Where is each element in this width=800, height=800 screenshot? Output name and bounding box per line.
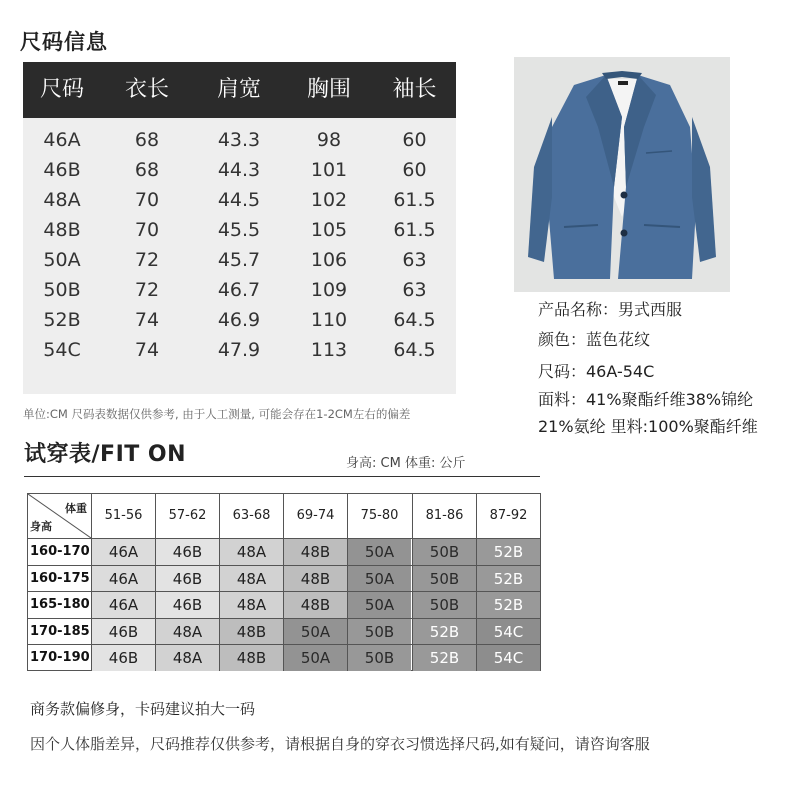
height-range-cell: 170-190 (30, 650, 90, 666)
corner-height-label: 身高 (30, 520, 52, 533)
fit-size-cell: 46B (91, 619, 155, 645)
corner-weight-label: 体重 (65, 502, 87, 515)
size-table-row (23, 305, 456, 335)
fit-table-corner (28, 494, 91, 538)
size-table-cell: 46A (43, 129, 81, 151)
fit-on-unit: 身高: CM 体重: 公斤 (346, 456, 466, 471)
height-range-cell: 165-180 (30, 597, 90, 613)
fit-size-cell: 46B (155, 539, 219, 565)
size-table-row (23, 245, 456, 275)
fit-size-cell: 50B (347, 645, 411, 671)
size-table-cell: 61.5 (393, 189, 436, 211)
fit-on-table (27, 493, 541, 671)
fit-advice: 商务款偏修身，卡码建议拍大一码 (30, 700, 256, 718)
size-table-cell: 46B (43, 159, 81, 181)
fit-disclaimer: 因个人体脂差异，尺码推荐仅供参考，请根据自身的穿衣习惯选择尺码,如有疑问，请咨询客服 (30, 735, 650, 753)
size-table-row (23, 335, 456, 365)
size-table-cell: 102 (310, 189, 348, 211)
height-range-cell: 160-170 (30, 544, 90, 559)
size-table-cell: 106 (310, 249, 348, 271)
fit-size-cell: 48A (219, 539, 283, 565)
product-size-range: 尺码：46A-54C (538, 362, 655, 381)
fit-size-cell: 46B (155, 566, 219, 592)
fit-size-cell: 48A (219, 566, 283, 592)
size-table-cell: 74 (134, 339, 160, 361)
fit-size-cell: 50B (412, 592, 476, 618)
fit-table-row (28, 538, 540, 565)
size-table-cell: 63 (402, 249, 427, 271)
fit-size-cell: 52B (476, 566, 540, 592)
size-table (23, 62, 456, 394)
size-table-cell: 64.5 (393, 309, 436, 331)
size-info-title: 尺码信息 (20, 30, 108, 54)
fit-size-cell: 46A (91, 592, 155, 618)
size-table-cell: 50B (43, 279, 81, 301)
size-table-cell: 48A (43, 189, 81, 211)
size-table-cell: 47.9 (217, 339, 261, 361)
size-table-cell: 68 (134, 129, 160, 151)
size-table-cell: 60 (402, 159, 427, 181)
weight-range-header: 69-74 (283, 494, 347, 538)
size-table-cell: 63 (402, 279, 427, 301)
fit-size-cell: 52B (476, 539, 540, 565)
fit-size-cell: 52B (412, 619, 476, 645)
fit-size-cell: 50A (283, 619, 347, 645)
size-table-cell: 72 (134, 249, 160, 271)
fit-size-cell: 50A (347, 592, 411, 618)
fit-size-cell: 52B (412, 645, 476, 671)
size-table-header (23, 62, 456, 118)
product-fabric-line1: 面料：41%聚酯纤维38%锦纶 (538, 390, 754, 409)
fit-table-row (28, 591, 540, 618)
size-table-cell: 46.7 (217, 279, 261, 301)
size-table-cell: 64.5 (393, 339, 436, 361)
fit-size-cell: 50B (412, 539, 476, 565)
fit-size-cell: 46B (155, 592, 219, 618)
fit-size-cell: 48A (219, 592, 283, 618)
size-table-cell: 44.5 (217, 189, 261, 211)
fit-size-cell: 54C (476, 645, 540, 671)
fit-size-cell: 50A (347, 566, 411, 592)
size-table-cell: 61.5 (393, 219, 436, 241)
size-table-cell: 44.3 (217, 159, 261, 181)
product-color: 颜色：蓝色花纹 (538, 330, 651, 349)
fit-size-cell: 50B (347, 619, 411, 645)
size-table-row (23, 155, 456, 185)
fit-table-row (28, 618, 540, 645)
fit-size-cell: 52B (476, 592, 540, 618)
size-table-cell: 60 (402, 129, 427, 151)
fit-on-divider (24, 476, 540, 477)
size-table-cell: 105 (310, 219, 348, 241)
fit-size-cell: 48A (155, 619, 219, 645)
size-table-cell: 45.5 (217, 219, 261, 241)
fit-table-row (28, 565, 540, 592)
fit-on-title: 试穿表/FIT ON (24, 442, 187, 467)
height-range-cell: 170-185 (30, 623, 90, 639)
size-table-row (23, 275, 456, 305)
size-header-cell: 胸围 (306, 77, 351, 102)
size-header-cell: 肩宽 (216, 77, 261, 102)
size-table-cell: 109 (310, 279, 348, 301)
size-table-cell: 43.3 (217, 129, 261, 151)
fit-size-cell: 48A (155, 645, 219, 671)
fit-size-cell: 50B (412, 566, 476, 592)
fit-table-row (28, 644, 540, 671)
fit-size-cell: 48B (219, 645, 283, 671)
size-table-cell: 48B (43, 219, 81, 241)
size-header-cell: 尺码 (39, 77, 84, 102)
product-fabric-line2: 21%氨纶 里料:100%聚酯纤维 (538, 417, 758, 436)
weight-range-header: 87-92 (476, 494, 540, 538)
size-table-note: 单位:CM 尺码表数据仅供参考, 由于人工测量, 可能会存在1-2CM左右的偏差 (23, 407, 411, 421)
size-table-cell: 50A (43, 249, 81, 271)
size-table-row (23, 125, 456, 155)
size-header-cell: 衣长 (124, 77, 169, 102)
size-table-cell: 74 (134, 309, 160, 331)
size-table-cell: 98 (316, 129, 342, 151)
size-table-cell: 68 (134, 159, 160, 181)
fit-size-cell: 50A (347, 539, 411, 565)
size-table-cell: 72 (134, 279, 160, 301)
size-table-cell: 101 (310, 159, 348, 181)
size-header-cell: 袖长 (392, 77, 437, 102)
size-table-cell: 70 (134, 189, 160, 211)
fit-size-cell: 50A (283, 645, 347, 671)
size-table-cell: 70 (134, 219, 160, 241)
size-table-cell: 52B (43, 309, 81, 331)
size-table-cell: 45.7 (217, 249, 261, 271)
fit-size-cell: 48B (219, 619, 283, 645)
size-table-cell: 54C (43, 339, 81, 361)
size-table-cell: 113 (310, 339, 348, 361)
fit-size-cell: 48B (283, 592, 347, 618)
fit-size-cell: 46A (91, 566, 155, 592)
weight-range-header: 75-80 (347, 494, 411, 538)
product-photo (514, 57, 730, 292)
weight-range-header: 81-86 (412, 494, 476, 538)
height-range-cell: 160-175 (30, 570, 90, 586)
fit-size-cell: 54C (476, 619, 540, 645)
size-table-cell: 46.9 (217, 309, 261, 331)
fit-size-cell: 48B (283, 539, 347, 565)
size-table-row (23, 215, 456, 245)
size-table-row (23, 185, 456, 215)
fit-size-cell: 46B (91, 645, 155, 671)
weight-range-header: 57-62 (155, 494, 219, 538)
weight-range-header: 63-68 (219, 494, 283, 538)
product-name: 产品名称：男式西服 (538, 300, 683, 319)
size-table-cell: 110 (310, 309, 348, 331)
weight-range-header: 51-56 (91, 494, 155, 538)
fit-size-cell: 46A (91, 539, 155, 565)
blazer-image (514, 57, 730, 292)
fit-size-cell: 48B (283, 566, 347, 592)
